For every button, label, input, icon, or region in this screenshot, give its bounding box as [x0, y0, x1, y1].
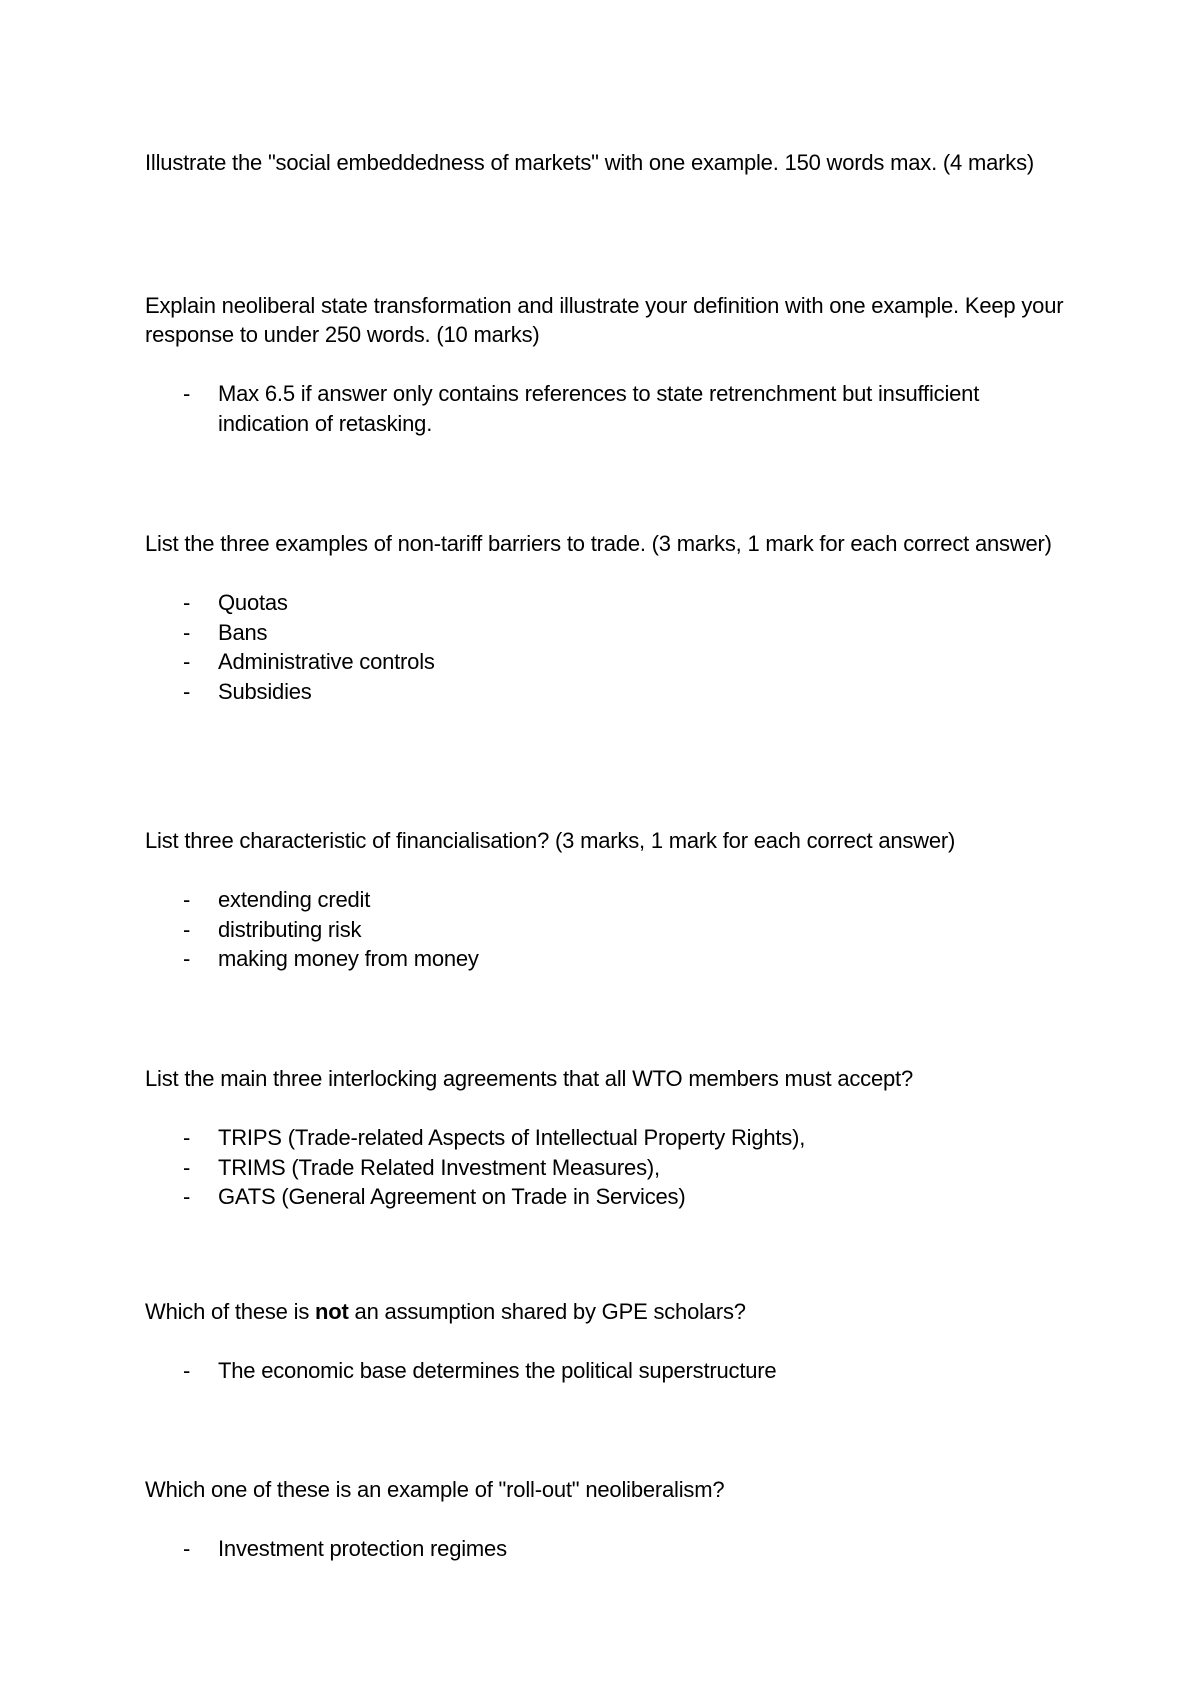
question-2-list [145, 379, 1075, 438]
question-6-text: Which of these is not an assumption shared by GPE scholars? [145, 1299, 746, 1324]
question-6-list [145, 1356, 1075, 1386]
question-4-text: List three characteristic of financialisation? (3 marks, 1 mark for each correct answer) [145, 828, 956, 853]
question-1 [145, 148, 1075, 177]
question-3 [145, 529, 1075, 706]
list-item: - Investment protection regimes [183, 1536, 507, 1561]
question-4-list [145, 885, 1075, 974]
list-item: - TRIPS (Trade-related Aspects of Intellectual Property Rights), [183, 1125, 806, 1150]
emphasis-not: not [315, 1299, 349, 1324]
list-item: - Administrative controls [183, 649, 435, 674]
list-item: - Subsidies [183, 678, 312, 704]
question-5-list [145, 1123, 1075, 1212]
question-6 [145, 1297, 1075, 1386]
list-item: - distributing risk [183, 916, 362, 942]
question-4 [145, 826, 1075, 974]
list-item: - GATS (General Agreement on Trade in Services) [183, 1184, 686, 1209]
question-7-list [145, 1534, 1075, 1564]
question-2-text: Explain neoliberal state transformation and illustrate your definition with one example. Keep your response to under 250 words. (10 marks) [145, 293, 1064, 347]
list-item: - Quotas [183, 590, 288, 615]
question-7-text: Which one of these is an example of "roll-out" neoliberalism? [145, 1477, 725, 1502]
question-7 [145, 1475, 1075, 1564]
list-item: - Bans [183, 619, 268, 645]
list-item: - The economic base determines the political superstructure [183, 1358, 777, 1383]
list-item: - making money from money [183, 946, 479, 971]
list-item: - Max 6.5 if answer only contains references to state retrenchment but insufficient indication of retasking. [183, 381, 980, 436]
question-5-text: List the main three interlocking agreements that all WTO members must accept? [145, 1066, 913, 1091]
question-3-list [145, 588, 1075, 706]
list-item: - extending credit [183, 887, 371, 912]
list-item: - TRIMS (Trade Related Investment Measures), [183, 1154, 660, 1180]
question-1-text: Illustrate the "social embeddedness of markets" with one example. 150 words max. (4 marks) [145, 150, 1035, 175]
question-3-text: List the three examples of non-tariff barriers to trade. (3 marks, 1 mark for each correct answer) [145, 531, 1052, 556]
question-5 [145, 1064, 1075, 1212]
question-2 [145, 291, 1075, 438]
